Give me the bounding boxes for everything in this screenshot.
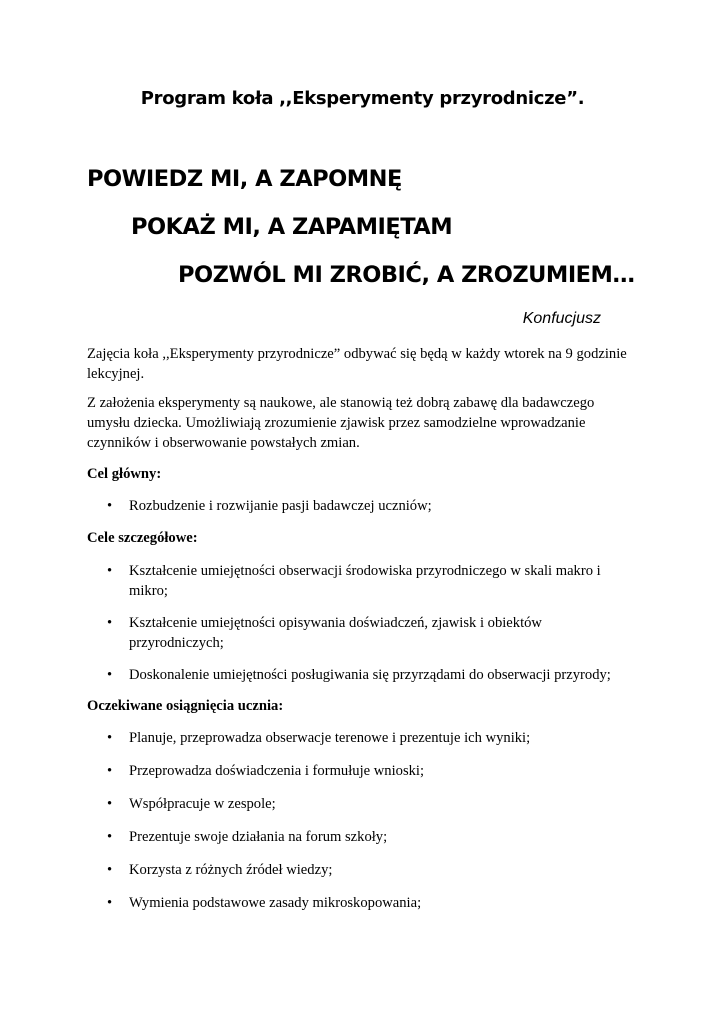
list-item — [87, 496, 632, 516]
motto-line-1: POWIEDZ MI, A ZAPOMNĘ — [87, 166, 402, 192]
list-item — [87, 613, 632, 653]
bullet-icon: • — [107, 895, 113, 911]
bullet-icon: • — [107, 796, 113, 812]
document-title: Program koła ,,Eksperymenty przyrodnicze”. — [140, 88, 585, 109]
detailed-goals-list — [87, 561, 632, 697]
main-goal-list — [87, 496, 632, 516]
list-item-text: Doskonalenie umiejętności posługiwania się przyrządami do obserwacji przyrody; — [129, 667, 611, 683]
list-item — [87, 860, 632, 880]
motto-line-2: POKAŻ MI, A ZAPAMIĘTAM — [131, 214, 453, 240]
list-item — [87, 893, 632, 913]
list-item-text: Przeprowadza doświadczenia i formułuje wnioski; — [129, 763, 425, 779]
motto-author: Konfucjusz — [522, 310, 601, 327]
list-item — [87, 827, 632, 847]
bullet-icon: • — [107, 563, 113, 579]
list-item-text: Współpracuje w zespole; — [129, 796, 276, 812]
expected-outcomes-list — [87, 728, 632, 926]
bullet-icon: • — [107, 615, 113, 631]
bullet-icon: • — [107, 862, 113, 878]
list-item-text: Prezentuje swoje działania na forum szkoły; — [129, 829, 388, 845]
main-goal-heading: Cel główny: — [87, 466, 162, 482]
expected-outcomes-heading: Oczekiwane osiągnięcia ucznia: — [87, 698, 284, 714]
bullet-icon: • — [107, 763, 113, 779]
list-item — [87, 761, 632, 781]
detailed-goals-heading: Cele szczegółowe: — [87, 530, 198, 546]
schedule-paragraph: Zajęcia koła ,,Eksperymenty przyrodnicze” odbywać się będą w każdy wtorek na 9 godzinie lekcyjnej. — [87, 346, 627, 382]
list-item — [87, 794, 632, 814]
list-item — [87, 665, 632, 685]
list-item — [87, 728, 632, 748]
bullet-icon: • — [107, 730, 113, 746]
list-item-text: Wymienia podstawowe zasady mikroskopowania; — [129, 895, 422, 911]
list-item-text: Rozbudzenie i rozwijanie pasji badawczej uczniów; — [129, 498, 432, 514]
bullet-icon: • — [107, 667, 113, 683]
list-item — [87, 561, 632, 601]
motto-line-3: POZWÓL MI ZROBIĆ, A ZROZUMIEM… — [178, 262, 635, 288]
bullet-icon: • — [107, 498, 113, 514]
list-item-text: Korzysta z różnych źródeł wiedzy; — [129, 862, 333, 878]
description-paragraph: Z założenia eksperymenty są naukowe, ale stanowią też dobrą zabawę dla badawczego umysłu dziecka. Umożliwiają zrozumienie zjawisk przez samodzielne wprowadzanie czynników i obserwowanie powstałych zmian. — [87, 395, 595, 451]
list-item-text: Planuje, przeprowadza obserwacje terenowe i prezentuje ich wyniki; — [129, 730, 531, 746]
bullet-icon: • — [107, 829, 113, 845]
list-item-text: Kształcenie umiejętności opisywania doświadczeń, zjawisk i obiektów przyrodniczych; — [129, 615, 542, 651]
list-item-text: Kształcenie umiejętności obserwacji środowiska przyrodniczego w skali makro i mikro; — [129, 563, 601, 599]
